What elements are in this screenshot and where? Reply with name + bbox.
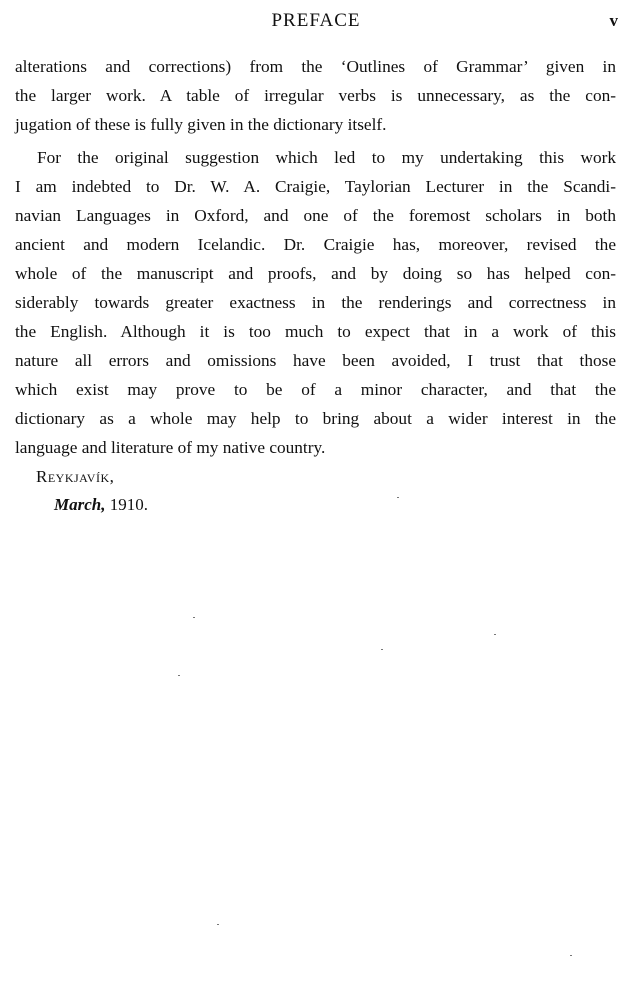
- running-title: PREFACE: [271, 10, 361, 31]
- text-line: nature all errors and omissions have been avoided, I trust that those: [15, 351, 616, 370]
- text-line: whole of the manuscript and proofs, and by doing so has helped con-: [15, 264, 616, 283]
- paragraph-continued: [15, 52, 616, 139]
- page-number: v: [609, 11, 618, 30]
- text-line: For the original suggestion which led to my undertaking this work: [37, 148, 616, 167]
- paper-speck: [570, 955, 572, 956]
- text-line: dictionary as a whole may help to bring about a wider interest in the: [15, 409, 616, 428]
- text-line: the larger work. A table of irregular verbs is unnecessary, as the con-: [15, 86, 616, 105]
- text-line: the English. Although it is too much to expect that in a work of this: [15, 322, 616, 341]
- text-line: alterations and corrections) from the ‘Outlines of Grammar’ given in: [15, 57, 616, 76]
- signature-date: [36, 491, 148, 519]
- text-line: I am indebted to Dr. W. A. Craigie, Taylorian Lecturer in the Scandi-: [15, 177, 616, 196]
- paper-speck: [217, 924, 219, 925]
- signature-block: [36, 463, 148, 519]
- paragraph-acknowledgements: [15, 143, 616, 462]
- text-line: siderably towards greater exactness in the renderings and correctness in: [15, 293, 616, 312]
- paper-speck: [381, 649, 383, 650]
- signature-date-month: March,: [54, 495, 106, 514]
- preface-text: [15, 52, 616, 462]
- signature-date-year: 1910.: [109, 495, 148, 514]
- paper-speck: [494, 634, 496, 635]
- text-line: ancient and modern Icelandic. Dr. Craigie has, moreover, revised the: [15, 235, 616, 254]
- paper-speck: [178, 675, 180, 676]
- signature-place: Reykjavík,: [36, 467, 115, 486]
- text-line: which exist may prove to be of a minor character, and that the: [15, 380, 616, 399]
- text-line: navian Languages in Oxford, and one of the foremost scholars in both: [15, 206, 616, 225]
- text-line: jugation of these is fully given in the dictionary itself.: [15, 115, 387, 134]
- paper-speck: [193, 617, 195, 618]
- running-head: [14, 10, 618, 34]
- paper-speck: [397, 497, 399, 498]
- text-line: language and literature of my native country.: [15, 438, 326, 457]
